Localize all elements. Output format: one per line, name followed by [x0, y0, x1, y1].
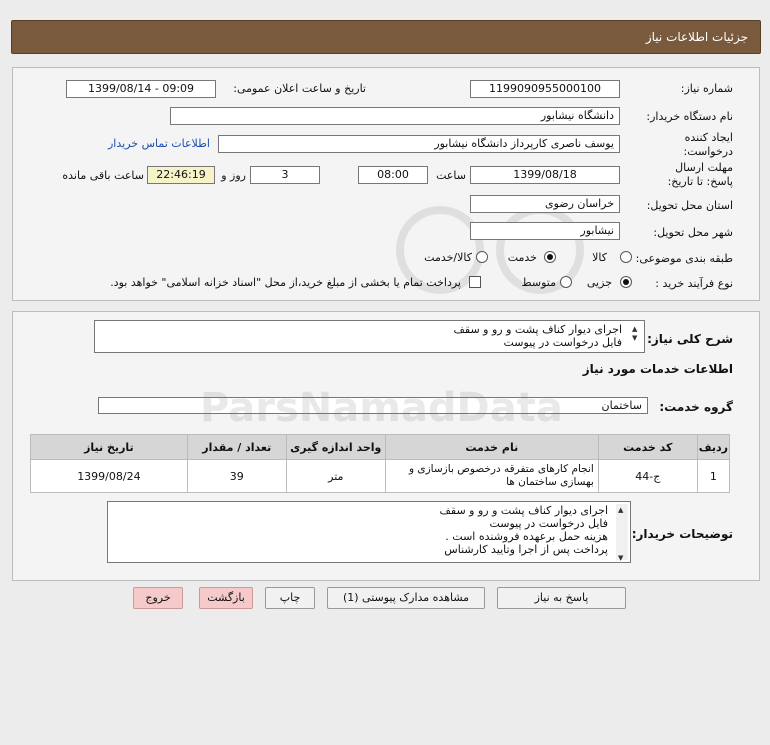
process-option-minor: جزیی — [586, 276, 612, 289]
scroll-down-icon[interactable]: ▼ — [632, 334, 638, 342]
page-header — [11, 20, 761, 54]
need-number-label: شماره نیاز: — [680, 82, 733, 95]
category-radio-service[interactable] — [544, 251, 556, 263]
category-option-goods: کالا — [592, 251, 607, 264]
process-radio-medium[interactable] — [560, 276, 572, 288]
general-description-label: شرح کلی نیاز: — [647, 332, 733, 346]
cell-date: 1399/08/24 — [31, 460, 188, 493]
announce-datetime-field: 1399/08/14 - 09:09 — [66, 80, 216, 98]
deadline-label — [653, 161, 733, 189]
col-header-date: تاریخ نیاز — [31, 435, 188, 460]
category-radio-goods[interactable] — [620, 251, 632, 263]
process-type-label: نوع فرآیند خرید : — [655, 277, 733, 290]
table-row — [31, 460, 730, 493]
services-table-header — [31, 435, 730, 460]
treasury-payment-checkbox[interactable] — [469, 276, 481, 288]
service-group-label: گروه خدمت: — [659, 400, 733, 414]
city-label: شهر محل تحویل: — [653, 226, 733, 239]
col-header-row: ردیف — [697, 435, 729, 460]
scroll-up-icon[interactable]: ▲ — [618, 506, 624, 514]
category-option-service: خدمت — [507, 251, 537, 264]
deadline-label-text: مهلت ارسال پاسخ: تا تاریخ: — [667, 161, 733, 188]
buyer-note-line: اجرای دیوار کناف پشت و رو و سقف — [439, 504, 608, 517]
print-button[interactable]: چاپ — [265, 587, 315, 609]
deadline-date-field: 1399/08/18 — [470, 166, 620, 184]
creator-field: یوسف ناصری کارپرداز دانشگاه نیشابور — [218, 135, 620, 153]
buyer-note-line: هزینه حمل برعهده فروشنده است . — [445, 530, 608, 543]
buyer-notes-textarea[interactable] — [107, 501, 631, 563]
buyer-notes-label: توضیحات خریدار: — [631, 527, 733, 541]
process-option-medium: متوسط — [521, 276, 556, 289]
remaining-time-label: ساعت باقی مانده — [62, 169, 144, 182]
back-button[interactable]: بازگشت — [199, 587, 253, 609]
need-info-panel — [12, 67, 760, 301]
col-header-code: کد خدمت — [598, 435, 697, 460]
services-table — [30, 434, 730, 493]
reply-to-need-button[interactable]: پاسخ به نیاز — [497, 587, 626, 609]
deadline-time-label: ساعت — [436, 169, 466, 182]
general-description-textarea[interactable] — [94, 320, 645, 353]
scroll-down-icon[interactable]: ▼ — [618, 554, 624, 562]
cell-name: انجام کارهای متفرقه درخصوص بازسازی و بهسازی ساختمان ها — [385, 460, 598, 493]
need-number-field: 1199090955000100 — [470, 80, 620, 98]
province-label: استان محل تحویل: — [646, 199, 733, 212]
page-title: جزئیات اطلاعات نیاز — [645, 30, 748, 44]
creator-label — [653, 131, 733, 159]
service-group-field: ساختمان — [98, 397, 648, 414]
cell-row: 1 — [697, 460, 729, 493]
services-section-title: اطلاعات خدمات مورد نیاز — [582, 362, 733, 376]
description-line: اجرای دیوار کناف پشت و رو و سقف — [453, 323, 622, 336]
category-option-goods-service: کالا/خدمت — [424, 251, 472, 264]
scroll-up-icon[interactable]: ▲ — [632, 325, 638, 333]
buyer-org-label: نام دستگاه خریدار: — [646, 110, 733, 123]
buyer-note-line: پرداخت پس از اجرا وتایید کارشناس — [444, 543, 608, 556]
process-radio-minor[interactable] — [620, 276, 632, 288]
treasury-payment-note: پرداخت تمام یا بخشی از مبلغ خرید،از محل "اسناد خزانه اسلامی" خواهد بود. — [110, 276, 461, 289]
days-label: روز و — [221, 169, 246, 182]
creator-label-text: ایجاد کننده درخواست: — [683, 131, 733, 158]
category-radio-goods-service[interactable] — [476, 251, 488, 263]
province-field: خراسان رضوی — [470, 195, 620, 213]
description-line: فایل درخواست در پیوست — [503, 336, 622, 349]
notes-scrollbar[interactable] — [616, 504, 628, 560]
view-attachments-button[interactable]: مشاهده مدارک پیوستی (1) — [327, 587, 485, 609]
deadline-time-field: 08:00 — [358, 166, 428, 184]
col-header-name: نام خدمت — [385, 435, 598, 460]
city-field: نیشابور — [470, 222, 620, 240]
cell-qty: 39 — [187, 460, 286, 493]
days-remaining-field: 3 — [250, 166, 320, 184]
col-header-unit: واحد اندازه گیری — [286, 435, 385, 460]
col-header-qty: تعداد / مقدار — [187, 435, 286, 460]
buyer-org-field: دانشگاه نیشابور — [170, 107, 620, 125]
cell-unit: متر — [286, 460, 385, 493]
cell-code: ج-44 — [598, 460, 697, 493]
buyer-note-line: فایل درخواست در پیوست — [489, 517, 608, 530]
textarea-scrollbar[interactable] — [630, 323, 642, 350]
buyer-contact-link[interactable]: اطلاعات تماس خریدار — [108, 137, 210, 150]
announce-datetime-label: تاریخ و ساعت اعلان عمومی: — [233, 82, 366, 95]
exit-button[interactable]: خروج — [133, 587, 183, 609]
category-label: طبقه بندی موضوعی: — [635, 252, 733, 265]
remaining-time-field: 22:46:19 — [147, 166, 215, 184]
